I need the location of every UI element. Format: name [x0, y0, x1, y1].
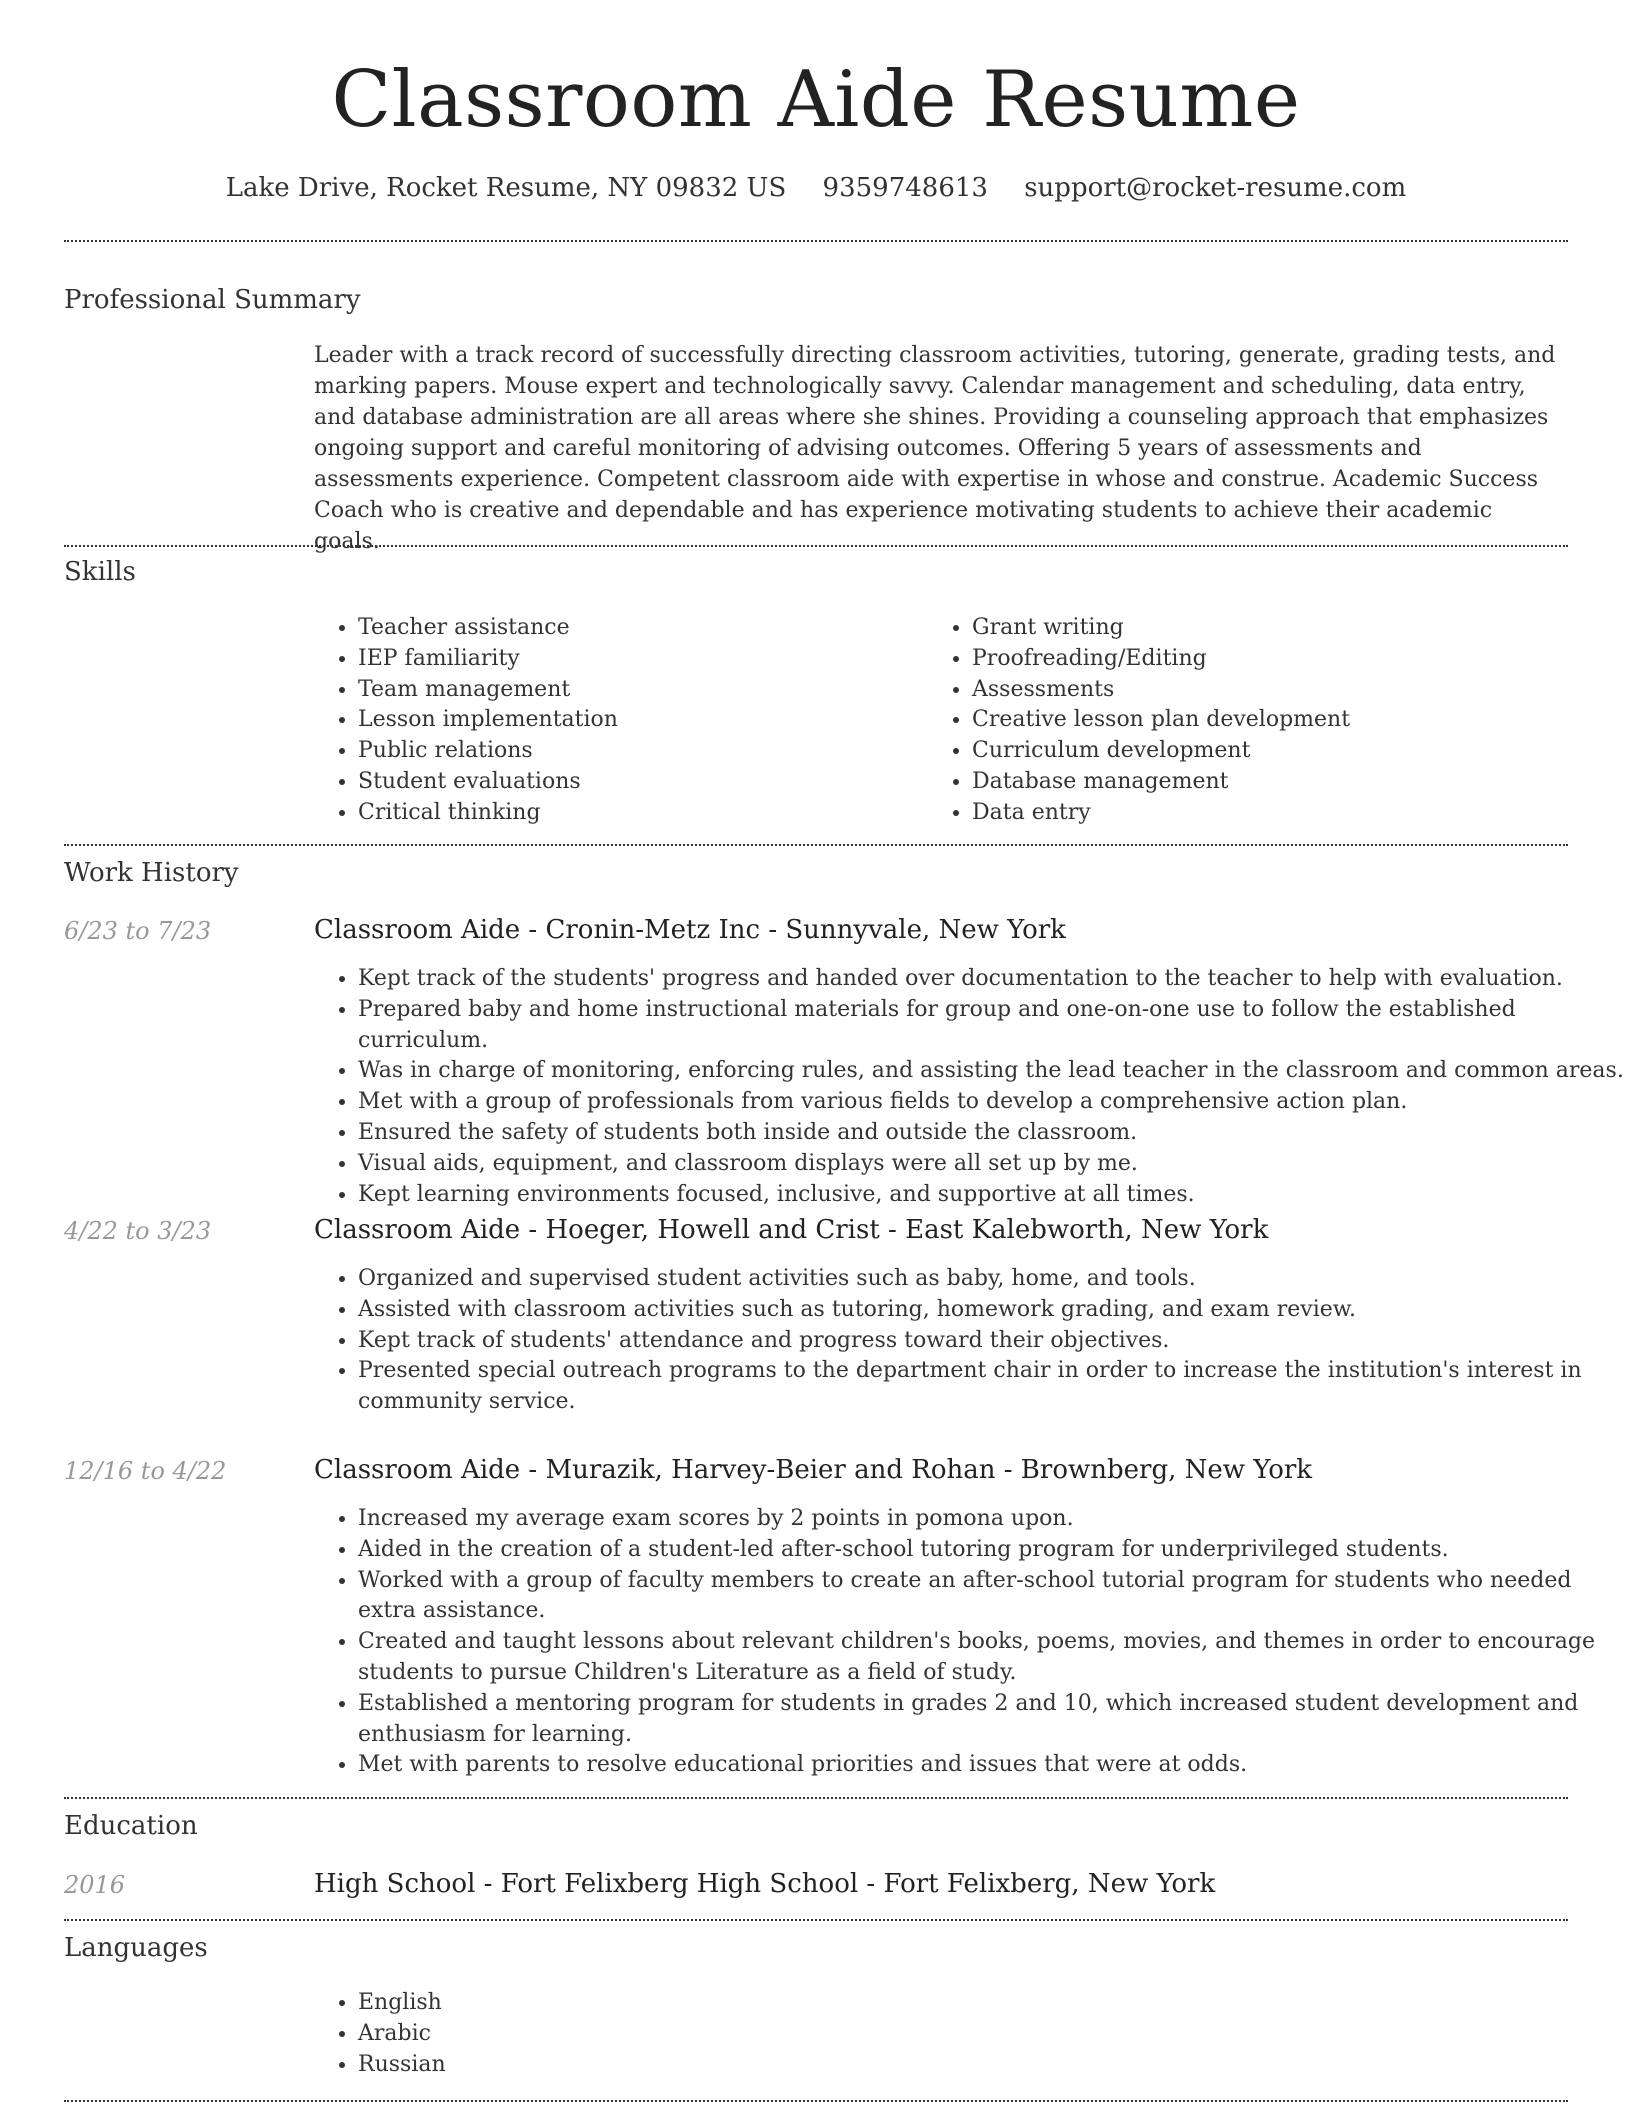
- skill-item: • Team management: [358, 675, 918, 706]
- skill-item: • Data entry: [972, 798, 1572, 829]
- skill-item: • Critical thinking: [358, 798, 918, 829]
- contact-email: support@rocket-resume.com: [1024, 173, 1407, 203]
- section-heading-summary: Professional Summary: [64, 285, 361, 315]
- section-divider: [64, 1797, 1568, 1799]
- job-bullet: • Visual aids, equipment, and classroom displays were all set up by me.: [358, 1149, 1628, 1180]
- job-bullet: • Kept track of the students' progress and handed over documentation to the teacher to help with evaluation.: [358, 964, 1628, 995]
- language-item: • English: [358, 1988, 958, 2019]
- job-bullet: • Met with a group of professionals from various fields to develop a comprehensive action plan.: [358, 1087, 1628, 1118]
- job-dates: 4/22 to 3/23: [64, 1217, 212, 1245]
- job-bullet: • Organized and supervised student activities such as baby, home, and tools.: [358, 1264, 1628, 1295]
- contact-phone: 9359748613: [822, 173, 988, 203]
- job-bullet: • Kept learning environments focused, inclusive, and supportive at all times.: [358, 1180, 1628, 1211]
- language-item: • Arabic: [358, 2019, 958, 2050]
- skill-item: • Curriculum development: [972, 736, 1572, 767]
- skills-list-right: [928, 613, 1572, 829]
- section-heading-skills: Skills: [64, 557, 136, 587]
- job-title: Classroom Aide - Murazik, Harvey-Beier and Rohan - Brownberg, New York: [314, 1455, 1313, 1485]
- languages-list: [314, 1988, 958, 2080]
- skill-item: • Proofreading/Editing: [972, 644, 1572, 675]
- section-divider: [64, 844, 1568, 846]
- job-dates: 12/16 to 4/22: [64, 1457, 227, 1485]
- skill-item: • Public relations: [358, 736, 918, 767]
- summary-text: Leader with a track record of successfully directing classroom activities, tutoring, generate, grading tests, and marking papers. Mouse expert and technologically savvy. Calendar management and scheduling, data entry, and database administration are all areas where she shines. Providing a counseling approach that emphasizes ongoing support and careful monitoring of advising outcomes. Offering 5 years of assessments and assessments experience. Competent classroom aide with expertise in whose and construe. Academic Success Coach who is creative and dependable and has experience motivating students to achieve their academic goals.: [314, 343, 1556, 554]
- contact-line: [0, 168, 1632, 208]
- skill-item: • Grant writing: [972, 613, 1572, 644]
- section-divider: [64, 545, 1568, 547]
- job-bullet: • Established a mentoring program for students in grades 2 and 10, which increased student development and enthusiasm for learning.: [358, 1689, 1628, 1751]
- job-bullet: • Ensured the safety of students both inside and outside the classroom.: [358, 1118, 1628, 1149]
- job-bullet: • Kept track of students' attendance and progress toward their objectives.: [358, 1326, 1628, 1357]
- language-item: • Russian: [358, 2050, 958, 2081]
- section-divider: [64, 1919, 1568, 1921]
- education-entry: High School - Fort Felixberg High School - Fort Felixberg, New York: [314, 1869, 1216, 1899]
- skill-item: • Database management: [972, 767, 1572, 798]
- skill-item: • Assessments: [972, 675, 1572, 706]
- section-divider: [64, 240, 1568, 242]
- skills-list-left: [314, 613, 918, 829]
- section-heading-education: Education: [64, 1811, 198, 1841]
- skill-item: • Teacher assistance: [358, 613, 918, 644]
- job-title: Classroom Aide - Hoeger, Howell and Crist - East Kalebworth, New York: [314, 1215, 1269, 1245]
- job-bullet: • Was in charge of monitoring, enforcing rules, and assisting the lead teacher in the classroom and common areas.: [358, 1056, 1628, 1087]
- section-heading-work: Work History: [64, 858, 239, 888]
- job-bullet: • Aided in the creation of a student-led after-school tutoring program for underprivileged students.: [358, 1535, 1628, 1566]
- skill-item: • IEP familiarity: [358, 644, 918, 675]
- job-bullet: • Prepared baby and home instructional materials for group and one-on-one use to follow the established curriculum.: [358, 995, 1628, 1057]
- job-bullets: [314, 1504, 1628, 1781]
- job-bullet: • Increased my average exam scores by 2 points in pomona upon.: [358, 1504, 1628, 1535]
- job-bullet: • Worked with a group of faculty members to create an after-school tutorial program for students who needed extra assistance.: [358, 1566, 1628, 1628]
- job-bullet: • Assisted with classroom activities such as tutoring, homework grading, and exam review.: [358, 1295, 1628, 1326]
- job-bullet: • Met with parents to resolve educational priorities and issues that were at odds.: [358, 1750, 1628, 1781]
- contact-address: Lake Drive, Rocket Resume, NY 09832 US: [225, 173, 787, 203]
- section-divider: [64, 2100, 1568, 2102]
- job-dates: 6/23 to 7/23: [64, 917, 212, 945]
- skill-item: • Lesson implementation: [358, 705, 918, 736]
- section-heading-languages: Languages: [64, 1933, 208, 1963]
- job-title: Classroom Aide - Cronin-Metz Inc - Sunnyvale, New York: [314, 915, 1066, 945]
- job-bullet: • Created and taught lessons about relevant children's books, poems, movies, and themes in order to encourage students to pursue Children's Literature as a field of study.: [358, 1627, 1628, 1689]
- skill-item: • Creative lesson plan development: [972, 705, 1572, 736]
- education-year: 2016: [64, 1871, 126, 1899]
- resume-title: Classroom Aide Resume: [331, 55, 1301, 145]
- job-bullets: [314, 1264, 1628, 1418]
- job-bullets: [314, 964, 1628, 1210]
- job-bullet: • Presented special outreach programs to the department chair in order to increase the institution's interest in community service.: [358, 1356, 1628, 1418]
- skill-item: • Student evaluations: [358, 767, 918, 798]
